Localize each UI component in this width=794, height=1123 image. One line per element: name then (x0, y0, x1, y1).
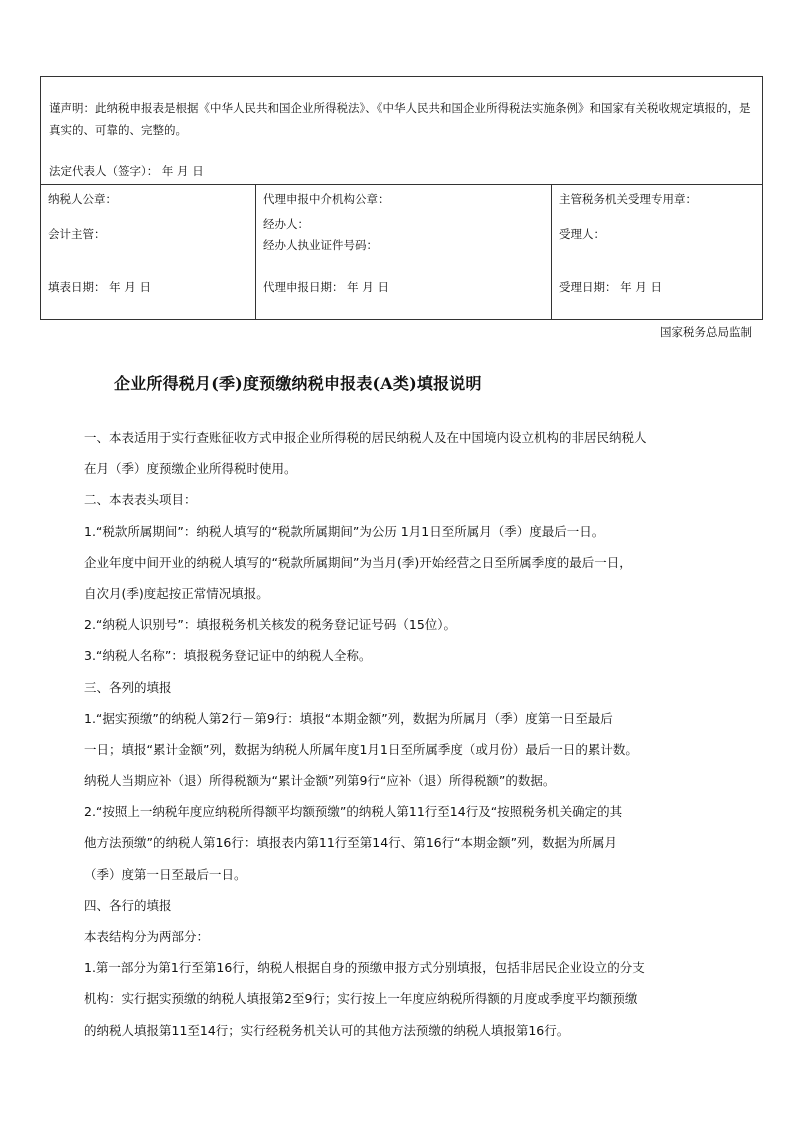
tax-office-seal-label: 主管税务机关受理专用章： (559, 192, 697, 206)
accountant-label: 会计主管： (48, 227, 106, 241)
taxpayer-seal-label: 纳税人公章： (48, 192, 117, 206)
handler-cert-label: 经办人执业证件号码： (263, 238, 378, 252)
instruction-line: 3.“纳税人名称”：填报税务登记证中的纳税人全称。 (84, 648, 372, 664)
agent-signature-cell (256, 185, 552, 319)
instruction-line: 1.“据实预缴”的纳税人第2行－第9行：填报“本期金额”列，数据为所属月（季）度第一日至最后 (84, 710, 613, 726)
taxpayer-signature-cell (41, 185, 256, 319)
instruction-line: 纳税人当期应补（退）所得税额为“累计金额”列第9行“应补（退）所得税额”的数据。 (84, 773, 556, 789)
instruction-line: 1.第一部分为第1行至第16行，纳税人根据自身的预缴申报方式分别填报，包括非居民企业设立的分支 (84, 960, 645, 976)
tax-office-signature-cell (552, 185, 762, 319)
instruction-line: 2.“纳税人识别号”：填报税务机关核发的税务登记证号码（15位）。 (84, 617, 457, 633)
instruction-line: 在月（季）度预缴企业所得税时使用。 (84, 461, 297, 477)
fill-date-label: 填表日期： 年 月 日 (48, 280, 151, 294)
document-title: 企业所得税月(季)度预缴纳税申报表(A类)填报说明 (114, 374, 482, 393)
receiver-label: 受理人： (559, 227, 605, 241)
instruction-line: （季）度第一日至最后一日。 (84, 866, 247, 882)
receive-date-label: 受理日期： 年 月 日 (559, 280, 662, 294)
instruction-line: 二、本表表头项目： (84, 492, 197, 508)
agent-seal-label: 代理申报中介机构公章： (263, 192, 390, 206)
instruction-line: 机构：实行据实预缴的纳税人填报第2至9行；实行按上一年度应纳税所得额的月度或季度平均额预缴 (84, 991, 638, 1007)
instruction-line: 一日；填报“累计金额”列，数据为纳税人所属年度1月1日至所属季度（或月份）最后一日的累计数。 (84, 741, 638, 757)
instruction-line: 一、本表适用于实行查账征收方式申报企业所得税的居民纳税人及在中国境内设立机构的非居民纳税人 (84, 430, 647, 445)
legal-representative-signature: 法定代表人（签字）： 年 月 日 (49, 164, 204, 178)
instruction-line: 企业年度中间开业的纳税人填写的“税款所属期间”为当月(季)开始经营之日至所属季度的最后一日， (84, 554, 632, 570)
instructions-body (84, 428, 744, 1052)
instruction-line: 自次月(季)度起按正常情况填报。 (84, 585, 269, 601)
instruction-line: 2.“按照上一纳税年度应纳税所得额平均额预缴”的纳税人第11行至14行及“按照税务机关确定的其 (84, 804, 623, 820)
signature-grid (40, 184, 763, 320)
agent-date-label: 代理申报日期： 年 月 日 (263, 280, 389, 294)
instruction-line: 的纳税人填报第11至14行；实行经税务机关认可的其他方法预缴的纳税人填报第16行。 (84, 1022, 570, 1038)
declaration-box (40, 76, 763, 184)
instruction-line: 四、各行的填报 (84, 897, 172, 913)
instruction-line: 他方法预缴”的纳税人第16行：填报表内第11行至第14行、第16行“本期金额”列，数据为所属月 (84, 835, 618, 851)
declaration-text: 谨声明：此纳税申报表是根据《中华人民共和国企业所得税法》、《中华人民共和国企业所得税法实施条例》和国家有关税收规定填报的，是真实的、可靠的、完整的。 (49, 101, 751, 137)
instruction-line: 三、各列的填报 (84, 679, 172, 695)
instruction-line: 本表结构分为两部分： (84, 929, 210, 944)
instruction-line: 1.“税款所属期间”：纳税人填写的“税款所属期间”为公历 1月1日至所属月（季）度最后一日。 (84, 523, 605, 539)
handler-label: 经办人： (263, 217, 309, 231)
supervisor-note: 国家税务总局监制 (660, 325, 752, 339)
